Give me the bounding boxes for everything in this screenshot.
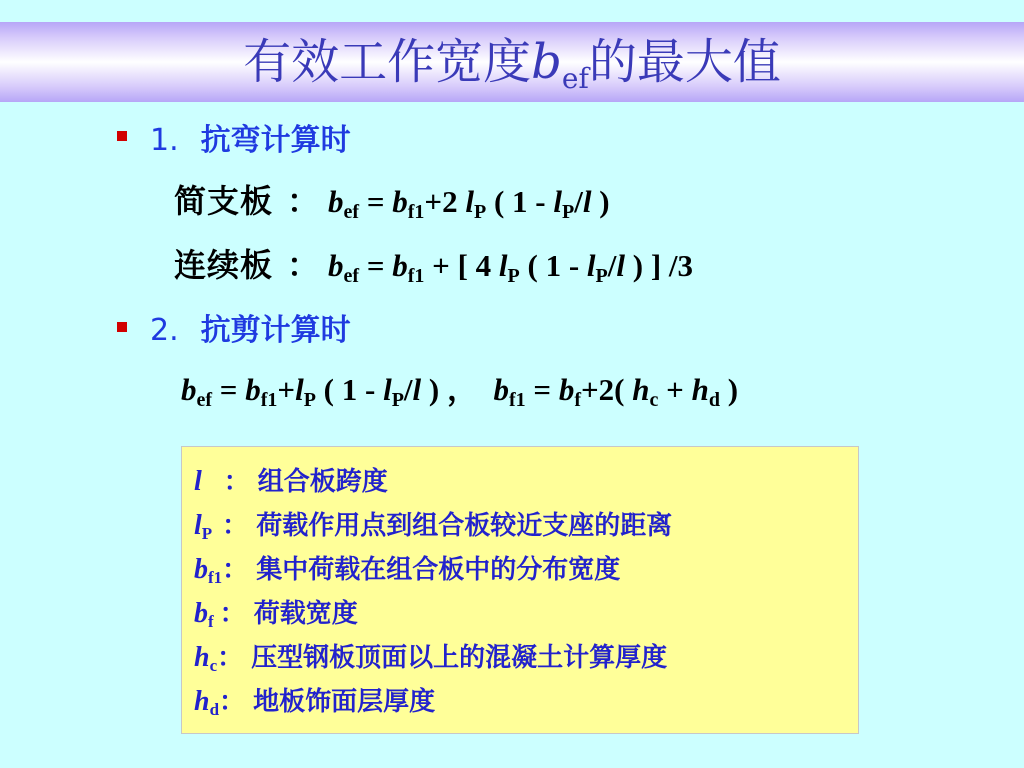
formula-text: / (607, 248, 617, 283)
formula-variable: l (295, 372, 304, 407)
formula-subscript: f (574, 389, 581, 411)
formula-variable: l (383, 372, 392, 407)
legend-box (181, 446, 859, 734)
formula-text: ( 1 - (315, 372, 384, 407)
formula-row-continuous (174, 240, 693, 288)
legend-colon: ： (219, 599, 246, 629)
formula-variable: b (181, 372, 197, 407)
section2-label (150, 305, 351, 349)
formula-text: ) (719, 372, 739, 407)
row-name: 简支板 (174, 182, 274, 220)
legend-colon: ： (219, 687, 246, 717)
formula-text: ) ] /3 (625, 248, 694, 283)
symbol-letter: h (194, 686, 210, 717)
title-var-sub: ef (561, 62, 589, 95)
formula-text: ( 1 - (519, 248, 587, 283)
formula-variable: b (392, 184, 408, 219)
formula-subscript: ef (343, 201, 360, 223)
formula-subscript: P (561, 201, 575, 223)
legend-row (194, 681, 435, 720)
symbol-sub: P (201, 524, 213, 543)
section2-number: 2. (150, 313, 179, 348)
formula-text: ( 1 - (486, 184, 554, 219)
legend-text: 荷载作用点到组合板较近支座的距离 (256, 511, 673, 541)
legend-symbol (194, 598, 214, 632)
legend-row (194, 505, 672, 544)
symbol-letter: b (194, 554, 208, 585)
formula-text: / (574, 184, 583, 219)
formula-subscript: ef (343, 265, 360, 287)
title-tail: 的最大值 (588, 34, 781, 90)
formula-subscript: f1 (508, 389, 526, 411)
title-main: 有效工作宽度 (243, 34, 532, 90)
formula-subscript: P (473, 201, 487, 223)
formula-simple (328, 184, 610, 223)
formula-text: + [ 4 (424, 248, 499, 283)
formula-variable: b (493, 372, 509, 407)
bullet-icon (117, 131, 127, 141)
legend-row (194, 461, 388, 500)
title-var: b (531, 34, 562, 90)
formula-subscript: c (649, 389, 659, 411)
formula-variable: l (586, 248, 596, 283)
formula-row-shear (181, 364, 738, 412)
section1-label (150, 115, 351, 159)
legend-symbol (194, 466, 202, 500)
legend-text: 荷载宽度 (253, 599, 358, 629)
legend-row (194, 637, 667, 676)
formula-text: = (359, 184, 393, 219)
formula-variable: h (691, 372, 709, 407)
formula-text: / (403, 372, 413, 407)
formula-variable: h (632, 372, 650, 407)
bullet-icon (117, 322, 127, 332)
legend-row (194, 593, 358, 632)
legend-symbol (194, 510, 212, 544)
symbol-letter: l (194, 510, 202, 541)
formula-variable: b (558, 372, 575, 407)
legend-text: 集中荷载在组合板中的分布宽度 (256, 555, 621, 585)
legend-text: 组合板跨度 (257, 467, 388, 497)
formula-row-simple (174, 176, 610, 224)
legend-text: 地板饰面层厚度 (253, 687, 436, 717)
legend-colon: ： (223, 467, 250, 497)
section1-text: 抗弯计算时 (200, 123, 351, 158)
row-name: 连续板 (174, 246, 274, 284)
legend-symbol (194, 554, 222, 588)
formula-variable: b (245, 372, 261, 407)
symbol-letter: b (194, 598, 208, 629)
legend-symbol (194, 642, 217, 676)
formula-text: +2 (424, 184, 466, 219)
legend-symbol (194, 686, 219, 720)
formula-text: = (359, 248, 393, 283)
formula-variable: l (465, 184, 474, 219)
legend-colon: ： (222, 555, 249, 585)
formula-variable: l (616, 248, 626, 283)
formula-text: ) (591, 184, 610, 219)
formula-subscript: P (595, 265, 608, 287)
formula-text: + (277, 372, 296, 407)
formula-subscript: P (391, 389, 404, 411)
formula-variable: l (553, 184, 562, 219)
formula-text: = (525, 372, 559, 407)
symbol-letter: l (194, 466, 202, 497)
formula-text: ) ， (421, 372, 494, 407)
formula-text: + (658, 372, 692, 407)
formula-subscript: ef (196, 389, 213, 411)
formula-variable: b (328, 184, 344, 219)
section2-text: 抗剪计算时 (200, 313, 351, 348)
legend-row (194, 549, 620, 588)
formula-variable: b (328, 248, 344, 283)
formula-subscript: f1 (407, 265, 425, 287)
legend-colon: ： (217, 643, 244, 673)
formula-continuous (328, 248, 694, 287)
formula-subscript: P (303, 389, 316, 411)
formula-subscript: f1 (260, 389, 278, 411)
formula-variable: l (582, 184, 592, 219)
formula-subscript: P (507, 265, 520, 287)
formula-shear (181, 372, 739, 411)
formula-subscript: d (708, 389, 720, 411)
symbol-sub: d (209, 700, 220, 719)
section1-number: 1. (150, 123, 179, 158)
formula-text: = (212, 372, 246, 407)
formula-variable: b (392, 248, 408, 283)
slide-title (0, 22, 1024, 102)
formula-subscript: f1 (407, 201, 425, 223)
symbol-sub: f (208, 612, 214, 631)
formula-text: +2( (581, 372, 633, 407)
formula-variable: l (412, 372, 422, 407)
symbol-sub: c (209, 656, 218, 675)
formula-variable: l (498, 248, 508, 283)
legend-text: 压型钢板顶面以上的混凝土计算厚度 (251, 643, 668, 673)
symbol-sub: f1 (208, 568, 223, 587)
legend-colon: ： (222, 511, 249, 541)
row-colon: ： (287, 246, 321, 284)
row-colon: ： (287, 182, 321, 220)
symbol-letter: h (194, 642, 210, 673)
